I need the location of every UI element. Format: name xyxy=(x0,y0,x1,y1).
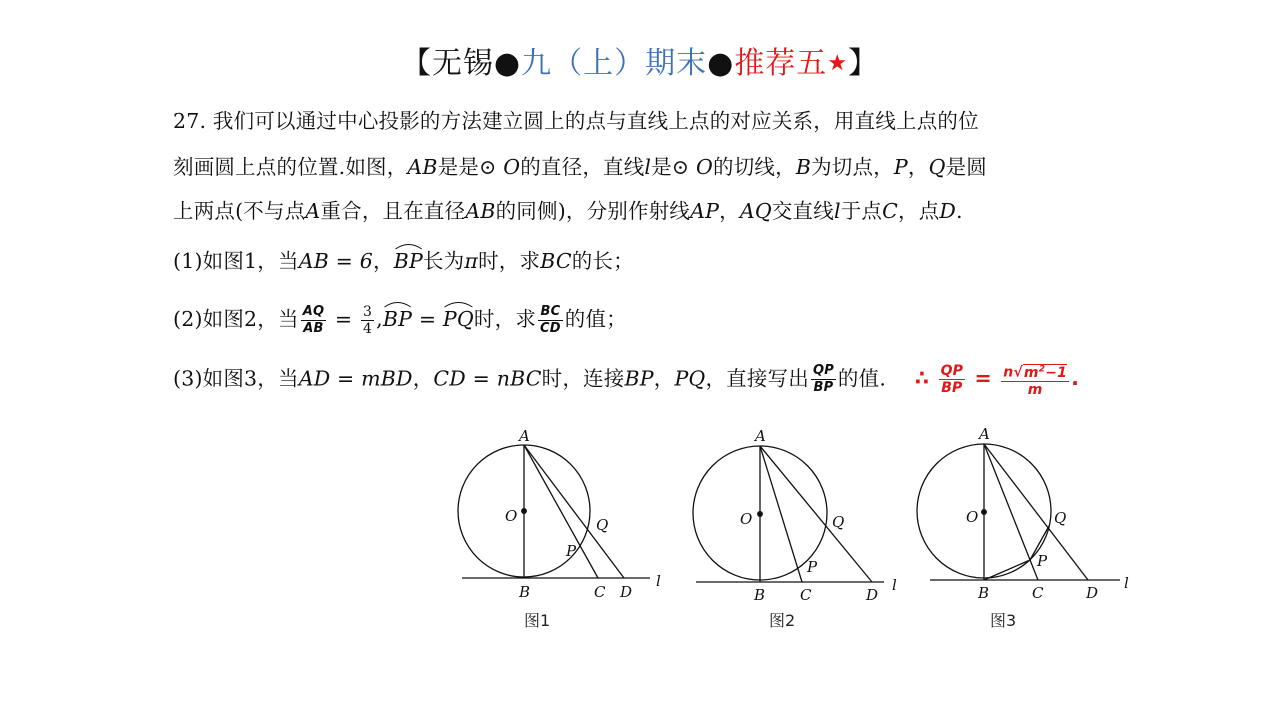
text: PQ xyxy=(442,307,474,331)
text: 的同侧)，分别作射线 xyxy=(495,199,691,223)
numerator: AQ xyxy=(302,304,325,319)
text: 刻画圆上点的位置.如图， xyxy=(173,155,408,179)
label-c: C xyxy=(594,583,606,601)
text: 的值； xyxy=(564,307,627,331)
denominator: AB xyxy=(303,321,324,336)
label-p: P xyxy=(807,558,818,576)
text: n xyxy=(1003,364,1014,381)
text: ，点 xyxy=(898,199,940,223)
text: 时，连接 xyxy=(541,366,625,391)
text: . xyxy=(956,199,963,223)
label-a: A xyxy=(979,425,990,443)
math-AB-eq-6: AB = 6 xyxy=(298,249,374,273)
label-d: D xyxy=(620,583,633,601)
figure-3-caption: 图3 xyxy=(990,611,1017,630)
label-o: O xyxy=(505,507,518,525)
math-AD-eq-mBD: AD = mBD xyxy=(298,366,413,391)
label-b: B xyxy=(519,583,531,601)
text: (2)如图2，当 xyxy=(173,307,299,331)
text: ， xyxy=(373,249,394,273)
exponent: 2 xyxy=(1038,364,1046,374)
center-point xyxy=(758,512,763,517)
text: 时，求 xyxy=(478,249,541,273)
math-AB: AB xyxy=(465,199,496,223)
numerator: QP xyxy=(940,362,964,379)
label-l: l xyxy=(1124,574,1129,592)
label-o: O xyxy=(966,508,979,526)
text: = xyxy=(328,307,360,331)
figure-3 xyxy=(917,444,1120,580)
title-separator: ● xyxy=(707,46,735,81)
label-a: A xyxy=(519,427,530,445)
text: (3)如图3，当 xyxy=(173,366,299,391)
ray-ap xyxy=(524,445,598,578)
text: 是圆 xyxy=(945,155,988,179)
label-c: C xyxy=(1032,584,1044,602)
math-B: B xyxy=(795,155,812,179)
text: = xyxy=(967,366,1000,391)
text: 为切点， xyxy=(811,155,894,179)
text: 的长； xyxy=(571,249,634,273)
math-l: l xyxy=(833,199,841,223)
denominator: CD xyxy=(540,321,561,336)
label-q: Q xyxy=(832,513,845,531)
math-Q: Q xyxy=(928,155,946,179)
math-BC: BC xyxy=(540,249,572,273)
numerator: QP xyxy=(812,363,834,379)
label-q: Q xyxy=(596,516,609,534)
math-D: D xyxy=(939,199,957,223)
text: m xyxy=(1023,364,1039,381)
math-C: C xyxy=(882,199,898,223)
text: (1)如图1，当 xyxy=(173,249,299,273)
math-PQ: PQ xyxy=(674,366,706,391)
math-pi: π xyxy=(464,249,479,273)
denominator: BP xyxy=(941,379,963,396)
label-p: P xyxy=(1037,552,1048,570)
sqrt-icon: √ xyxy=(1013,364,1023,381)
text: ， xyxy=(653,366,675,391)
text: BP xyxy=(393,249,423,273)
chord-bp xyxy=(984,560,1030,580)
text: ， xyxy=(412,366,434,391)
math-CD-eq-nBC: CD = nBC xyxy=(433,366,542,391)
text: 重合，且在直径 xyxy=(320,199,466,223)
math-O: O xyxy=(695,155,713,179)
denominator: 4 xyxy=(363,321,373,337)
label-d: D xyxy=(866,586,879,604)
denominator: BP xyxy=(813,380,834,396)
therefore-symbol: ∴ xyxy=(914,366,930,391)
text: 交直线 xyxy=(771,199,834,223)
denominator: m xyxy=(1027,381,1043,398)
figure-1-caption: 图1 xyxy=(524,611,551,630)
text: 是是⊙ xyxy=(437,155,504,179)
label-b: B xyxy=(754,586,766,604)
label-q: Q xyxy=(1054,509,1067,527)
numerator: 3 xyxy=(363,304,373,320)
center-point xyxy=(522,509,527,514)
math-A: A xyxy=(305,199,321,223)
text: . xyxy=(1071,366,1080,391)
text: ， xyxy=(719,199,740,223)
center-point xyxy=(982,510,987,515)
figure-2 xyxy=(693,446,884,582)
title-exam: 九（上）期末 xyxy=(521,46,708,81)
text: , xyxy=(376,307,383,331)
title-recommend: 推荐五 xyxy=(734,46,828,81)
text: 的值. xyxy=(837,366,887,391)
numerator: BC xyxy=(538,305,563,321)
figure-2-caption: 图2 xyxy=(769,611,796,630)
ray-ap xyxy=(760,446,802,582)
math-P: P xyxy=(893,155,908,179)
problem-line-1: 27. 我们可以通过中心投影的方法建立圆上的点与直线上点的对应关系，用直线上点的位 xyxy=(173,109,979,133)
text: −1 xyxy=(1045,364,1068,381)
math-l: l xyxy=(644,155,652,179)
star-icon: ★ xyxy=(827,51,849,76)
label-l: l xyxy=(892,576,897,594)
figure-1 xyxy=(458,445,650,578)
text: ， xyxy=(907,155,929,179)
figure-2-labels xyxy=(740,427,897,604)
math-BP: BP xyxy=(624,366,654,391)
title-close-bracket: 】 xyxy=(848,46,880,81)
math-AP: AP xyxy=(690,199,720,223)
text: 的直径，直线 xyxy=(520,155,645,179)
label-c: C xyxy=(800,586,812,604)
label-d: D xyxy=(1086,584,1099,602)
text: 上两点(不与点 xyxy=(173,199,306,223)
title-open-bracket: 【 xyxy=(400,46,432,81)
label-p: P xyxy=(566,542,577,560)
text: 于点 xyxy=(840,199,883,223)
label-a: A xyxy=(755,427,766,445)
text: 时，求 xyxy=(473,307,537,331)
text: ，直接写出 xyxy=(705,366,809,391)
text: = xyxy=(412,307,443,331)
label-b: B xyxy=(978,584,990,602)
math-O: O xyxy=(503,155,521,179)
ray-aq xyxy=(984,444,1088,580)
text: 长为 xyxy=(422,249,465,273)
math-AQ: AQ xyxy=(739,199,772,223)
title-region: 无锡● xyxy=(431,46,522,81)
text: 的切线， xyxy=(713,155,796,179)
text: 是⊙ xyxy=(651,155,696,179)
label-l: l xyxy=(656,572,661,590)
text: BP xyxy=(382,307,413,331)
math-AB: AB xyxy=(407,155,438,179)
label-o: O xyxy=(740,510,753,528)
